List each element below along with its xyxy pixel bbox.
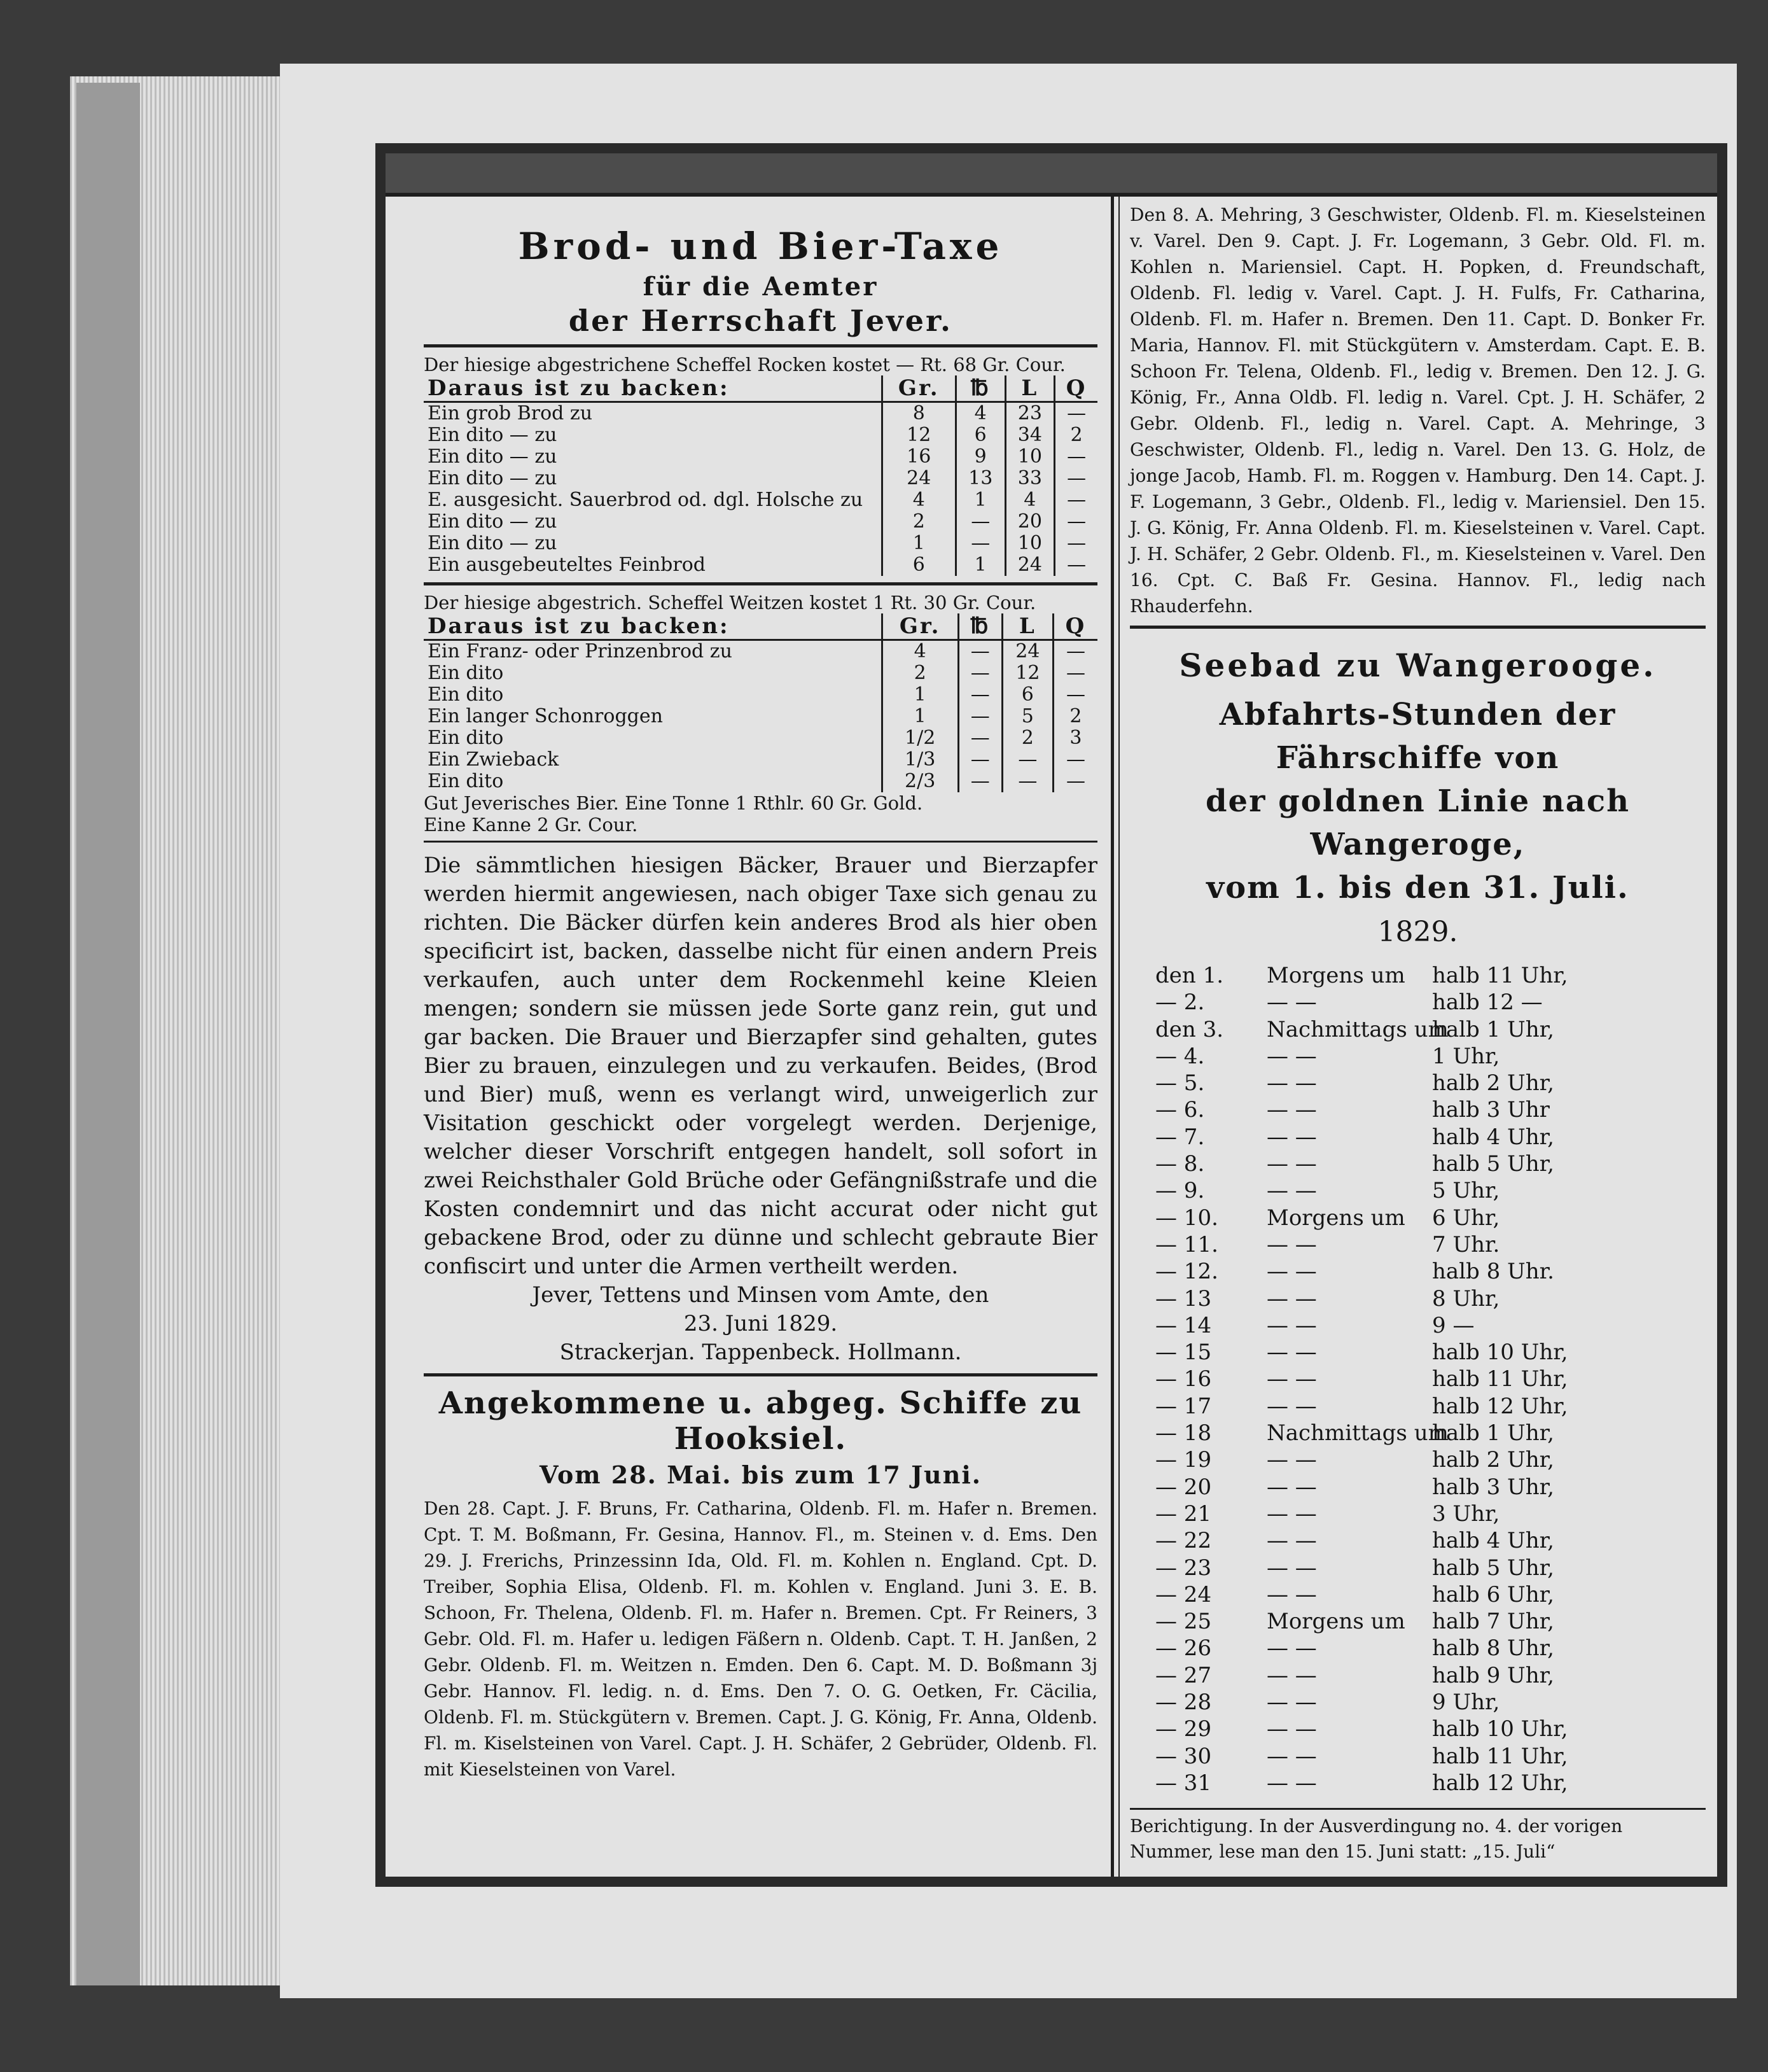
table-cell: — [1055,468,1097,489]
taxe-title: Brod- und Bier-Taxe [518,225,1003,268]
printed-frame [375,143,1727,1887]
schedule-hour: halb 3 Uhr [1432,1097,1550,1123]
taxe-subtitle-1: für die Aemter [643,272,879,302]
schedule-day: — 30 [1155,1743,1212,1769]
schedule-hour: halb 6 Uhr, [1432,1581,1554,1607]
schedule-time-of-day: — — [1267,1581,1317,1607]
table-cell: — [1053,684,1097,706]
table-header-cell: Daraus ist zu backen: [424,613,882,640]
schedule-day: — 7. [1155,1124,1205,1150]
ferry-year: 1829. [1377,916,1458,948]
schedule-hour: halb 10 Uhr, [1432,1340,1568,1366]
schedule-day: — 4. [1155,1043,1205,1069]
schedule-hour: halb 11 Uhr, [1432,1743,1568,1769]
table-cell: 24 [1002,640,1053,663]
bread-item: E. ausgesicht. Sauerbrod od. dgl. Holsche zu [428,489,863,511]
table-cell: — [1002,749,1053,771]
table-cell: 1 [956,489,1005,511]
table-cell: 2 [1055,424,1097,446]
wheat-price-line: Der hiesige abgestrich. Scheffel Weitzen kostet 1 Rt. 30 Gr. Cour. [424,592,1036,613]
bread-item: Ein Zwieback [428,748,559,771]
schedule-time-of-day: — — [1267,1070,1317,1096]
table-cell: 4 [882,640,958,663]
ships-title: Angekommene u. abgeg. Schiffe zu Hooksiel. [438,1385,1083,1457]
schedule-day: — 20 [1155,1474,1212,1500]
table-cell: — [958,640,1002,663]
schedule-hour: 9 Uhr, [1432,1690,1500,1716]
schedule-day: — 5. [1155,1070,1205,1096]
schedule-day: — 16 [1155,1366,1212,1392]
table-header-cell: Q [1053,613,1097,640]
schedule-time-of-day: Morgens um [1267,1609,1405,1635]
schedule-row [1155,1339,1706,1366]
schedule-day: — 27 [1155,1662,1212,1688]
schedule-day: — 18 [1155,1420,1212,1446]
schedule-time-of-day: — — [1267,1528,1317,1554]
table-cell: — [1055,511,1097,533]
schedule-row [1155,1177,1706,1204]
schedule-row [1155,1366,1706,1392]
table-cell: — [958,684,1002,706]
top-ornament-band [386,153,1717,197]
table-cell: — [958,706,1002,727]
schedule-day: — 11. [1155,1231,1218,1257]
table-cell: 10 [1005,533,1055,554]
schedule-row [1155,1043,1706,1070]
schedule-time-of-day: — — [1267,1716,1317,1742]
table-row [424,640,1097,663]
table-row [424,424,1097,446]
schedule-row [1155,1258,1706,1285]
table-cell: 16 [882,446,956,468]
table-header-cell: Q [1055,375,1097,402]
schedule-row [1155,1420,1706,1446]
table-cell: 12 [1002,662,1053,684]
schedule-day: — 12. [1155,1259,1218,1285]
table-header-cell: Gr. [882,613,958,640]
schedule-time-of-day: Morgens um [1267,1205,1405,1231]
table-cell: 1 [882,533,956,554]
schedule-time-of-day: — — [1267,1770,1317,1796]
schedule-row [1155,1393,1706,1420]
divider [424,841,1097,843]
bread-item: Ein dito — zu [428,445,557,468]
table-cell: — [1055,489,1097,511]
table-cell: 5 [1002,706,1053,727]
schedule-hour: halb 7 Uhr, [1432,1609,1554,1635]
table-cell: — [1055,402,1097,425]
table-row [424,749,1097,771]
schedule-day: — 21 [1155,1501,1212,1527]
schedule-time-of-day: — — [1267,1151,1317,1177]
table-cell: — [958,662,1002,684]
schedule-hour: halb 4 Uhr, [1432,1124,1554,1150]
table-cell: 4 [1005,489,1055,511]
wheat-table [424,613,1097,792]
schedule-hour: halb 8 Uhr. [1432,1259,1554,1285]
schedule-time-of-day: — — [1267,1662,1317,1688]
schedule-day: — 31 [1155,1770,1212,1796]
schedule-time-of-day: — — [1267,1124,1317,1150]
divider [424,1373,1097,1376]
left-column [386,193,1114,1877]
schedule-row [1155,1151,1706,1177]
table-cell: 1 [956,554,1005,576]
table-cell: 2 [1002,727,1053,749]
table-cell: — [1055,554,1097,576]
table-cell: 1 [882,706,958,727]
schedule-row [1155,1312,1706,1339]
taxe-subtitle-2: der Herrschaft Jever. [568,304,953,338]
schedule-day: — 2. [1155,990,1205,1016]
beer-price-line-1: Gut Jeverisches Bier. Eine Tonne 1 Rthlr. 60 Gr. Gold. [424,792,923,814]
table-cell: — [956,511,1005,533]
ferry-heading-2: der goldnen Linie nach Wangeroge, [1205,783,1630,862]
table-cell: 6 [956,424,1005,446]
schedule-day: den 1. [1155,963,1224,988]
correction-note: Berichtigung. In der Ausverdingung no. 4. der vorigen Nummer, lese man den 15. Juni statt: „15. Juli“ [1130,1808,1706,1865]
table-cell: 4 [882,489,956,511]
schedule-row [1155,1743,1706,1770]
table-row [424,554,1097,576]
schedule-day: den 3. [1155,1016,1224,1042]
schedule-hour: 5 Uhr, [1432,1178,1500,1204]
table-cell: — [956,533,1005,554]
table-cell: 6 [1002,684,1053,706]
schedule-day: — 17 [1155,1393,1212,1419]
bread-item: Ein langer Schonroggen [428,705,663,727]
schedule-row [1155,1446,1706,1473]
schedule-hour: halb 5 Uhr, [1432,1151,1554,1177]
schedule-time-of-day: — — [1267,1178,1317,1204]
bread-item: Ein dito [428,683,504,706]
rye-table [424,375,1097,576]
schedule-row [1155,1501,1706,1527]
schedule-hour: halb 1 Uhr, [1432,1016,1554,1042]
table-cell: — [1002,771,1053,792]
table-cell: — [1053,662,1097,684]
schedule-row [1155,1608,1706,1635]
schedule-time-of-day: — — [1267,1690,1317,1716]
schedule-hour: 9 — [1432,1312,1475,1338]
ordinance-signatures: Strackerjan. Tappenbeck. Hollmann. [559,1340,962,1365]
schedule-time-of-day: Nachmittags um [1267,1420,1449,1446]
schedule-day: — 28 [1155,1690,1212,1716]
schedule-day: — 8. [1155,1151,1205,1177]
ordinance-paragraph: Die sämmtlichen hiesigen Bäcker, Brauer und Bierzapfer werden hiermit angewiesen, nach obiger Taxe sich genau zu richten. Die Bäcker dürfen kein anderes Brod als hier oben specificirt ist, backen, dasselbe nicht für einen andern Preis verkaufen, auch unter dem Rockenmehl keine Kleien mengen; sondern sie müssen jede Sorte ganz rein, gut und gar backen. Die Brauer und Bierzapfer sind gehalten, gutes Bier zu brauen, einzulegen und zu verkaufen. Beides, (Brod und Bier) muß, wenn es verlangt wird, unweigerlich zur Visitation geschickt oder vorgelegt werden. Derjenige, welcher dieser Vorschrift entgegen handelt, soll sofort in zwei Reichsthaler Gold Brüche oder Gefängnißstrafe und die Kosten condemnirt und das nicht accurat oder nicht gut gebackene Brod, oder zu dünne und schlecht gebraute Bier confiscirt und unter die Armen vertheilt werden. [424,853,1097,1279]
schedule-hour: 8 Uhr, [1432,1285,1500,1312]
table-cell: 9 [956,446,1005,468]
schedule-time-of-day: — — [1267,1366,1317,1392]
table-row [424,706,1097,727]
table-cell: 33 [1005,468,1055,489]
schedule-time-of-day: — — [1267,1097,1317,1123]
table-row [424,727,1097,749]
table-cell: 8 [882,402,956,425]
ships-period: Vom 28. Mai. bis zum 17 Juni. [539,1460,982,1489]
schedule-day: — 13 [1155,1285,1212,1312]
schedule-hour: halb 12 Uhr, [1432,1393,1568,1419]
schedule-day: — 10. [1155,1205,1218,1231]
schedule-hour: halb 1 Uhr, [1432,1420,1554,1446]
schedule-row [1155,1662,1706,1689]
schedule-hour: halb 9 Uhr, [1432,1662,1554,1688]
book-cover-board [76,83,140,1985]
schedule-row [1155,1689,1706,1716]
table-header-cell: L [1005,375,1055,402]
schedule-time-of-day: — — [1267,1501,1317,1527]
divider [1130,626,1706,629]
schedule-hour: halb 11 Uhr, [1432,963,1568,988]
table-cell: 2 [882,511,956,533]
right-column [1117,193,1718,1877]
ferry-heading-3: vom 1. bis den 31. Juli. [1206,870,1629,906]
table-cell: 12 [882,424,956,446]
table-cell: 6 [882,554,956,576]
table-cell: — [1053,771,1097,792]
bread-item: Ein grob Brod zu [428,402,593,424]
table-cell: 23 [1005,402,1055,425]
schedule-time-of-day: Morgens um [1267,963,1405,988]
table-cell: — [1055,533,1097,554]
schedule-row [1155,1096,1706,1123]
bread-item: Ein dito [428,770,504,792]
table-row [424,468,1097,489]
schedule-day: — 9. [1155,1178,1205,1204]
schedule-day: — 23 [1155,1555,1212,1581]
bread-item: Ein dito — zu [428,424,557,446]
bread-item: Ein dito — zu [428,467,557,489]
table-cell: — [1055,446,1097,468]
schedule-hour: 7 Uhr. [1432,1231,1500,1257]
table-cell: 2 [1053,706,1097,727]
beer-price-line-2: Eine Kanne 2 Gr. Cour. [424,814,638,836]
schedule-row [1155,1770,1706,1796]
schedule-hour: halb 2 Uhr, [1432,1070,1554,1096]
table-cell: — [1053,640,1097,663]
ordinance-place: Jever, Tettens und Minsen vom Amte, den [532,1282,989,1308]
bread-item: Ein Franz- oder Prinzenbrod zu [428,640,732,662]
schedule-row [1155,1716,1706,1742]
ferry-heading-1: Abfahrts-Stunden der Fährschiffe von [1219,697,1617,776]
schedule-day: — 29 [1155,1716,1212,1742]
schedule-time-of-day: — — [1267,1231,1317,1257]
ferry-schedule [1130,962,1706,1796]
table-row [424,489,1097,511]
table-cell: 3 [1053,727,1097,749]
table-cell: 20 [1005,511,1055,533]
schedule-day: — 22 [1155,1528,1212,1554]
bread-item: Ein dito [428,662,504,684]
schedule-row [1155,1231,1706,1258]
table-cell: 24 [1005,554,1055,576]
table-cell: 2 [882,662,958,684]
table-cell: 4 [956,402,1005,425]
schedule-time-of-day: — — [1267,1743,1317,1769]
schedule-hour: halb 12 Uhr, [1432,1770,1568,1796]
ships-list: Den 28. Capt. J. F. Bruns, Fr. Catharina, Oldenb. Fl. m. Hafer n. Bremen. Cpt. T. M. Boßmann, Fr. Gesina, Hannov. Fl., m. Steinen v. d. Ems. Den 29. J. Frerichs, Prinzessinn Ida, Old. Fl. m. Kohlen n. England. Cpt. D. Treiber, Sophia Elisa, Oldenb. Fl. m. Kohlen v. England. Juni 3. E. B. Schoon, Fr. Thelena, Oldenb. Fl. m. Hafer n. Bremen. Cpt. Fr Reiners, 3 Gebr. Old. Fl. m. Hafer u. ledigen Fäßern n. Oldenb. Capt. T. H. Janßen, 2 Gebr. Oldenb. Fl. m. Weitzen n. Emden. Den 6. Capt. M. D. Boßmann 3j Gebr. Hannov. Fl. ledig. n. d. Ems. Den 7. O. G. Oetken, Fr. Cäcilia, Oldenb. Fl. m. Stückgütern v. Bremen. Capt. J. G. König, Fr. Anna, Oldenb. Fl. m. Kiselsteinen von Varel. Capt. J. H. Schäfer, 2 Gebrüder, Oldenb. Fl. mit Kieselsteinen von Varel. [424,1498,1097,1780]
table-cell: 1/2 [882,727,958,749]
divider [424,582,1097,585]
schedule-time-of-day: — — [1267,1393,1317,1419]
table-row [424,684,1097,706]
schedule-row [1155,1555,1706,1581]
schedule-row [1155,1205,1706,1231]
table-cell: 34 [1005,424,1055,446]
schedule-time-of-day: — — [1267,1259,1317,1285]
schedule-day: — 6. [1155,1097,1205,1123]
rye-price-line: Der hiesige abgestrichene Scheffel Rocken kostet — Rt. 68 Gr. Cour. [424,354,1066,375]
schedule-time-of-day: — — [1267,1043,1317,1069]
table-cell: — [1053,749,1097,771]
schedule-row [1155,1124,1706,1151]
table-cell: 2/3 [882,771,958,792]
schedule-row [1155,1285,1706,1312]
schedule-hour: halb 3 Uhr, [1432,1474,1554,1500]
divider [424,344,1097,347]
schedule-time-of-day: — — [1267,1474,1317,1500]
schedule-row [1155,1474,1706,1501]
schedule-hour: halb 8 Uhr, [1432,1635,1554,1662]
schedule-hour: halb 4 Uhr, [1432,1528,1554,1554]
schedule-row [1155,962,1706,989]
schedule-hour: halb 5 Uhr, [1432,1555,1554,1581]
bread-item: Ein dito [428,727,504,749]
schedule-time-of-day: — — [1267,1285,1317,1312]
table-cell: 10 [1005,446,1055,468]
table-cell: 1/3 [882,749,958,771]
table-cell: 13 [956,468,1005,489]
schedule-day: — 14 [1155,1312,1212,1338]
schedule-time-of-day: — — [1267,1340,1317,1366]
table-header-cell: Daraus ist zu backen: [424,375,882,402]
schedule-row [1155,1070,1706,1096]
table-cell: — [958,771,1002,792]
bread-item: Ein ausgebeuteltes Feinbrod [428,554,706,576]
table-cell: — [958,749,1002,771]
schedule-hour: halb 2 Uhr, [1432,1447,1554,1473]
ordinance-date: 23. Juni 1829. [683,1311,838,1336]
table-row [424,533,1097,554]
table-row [424,446,1097,468]
schedule-row [1155,1581,1706,1608]
schedule-hour: halb 10 Uhr, [1432,1716,1568,1742]
schedule-day: — 25 [1155,1609,1212,1635]
table-header-cell: ℔ [958,613,1002,640]
schedule-day: — 24 [1155,1581,1212,1607]
schedule-row [1155,1527,1706,1554]
schedule-row [1155,989,1706,1016]
table-row [424,511,1097,533]
table-row [424,662,1097,684]
table-cell: — [958,727,1002,749]
bread-item: Ein dito — zu [428,510,557,533]
schedule-time-of-day: — — [1267,1447,1317,1473]
table-header-cell: L [1002,613,1053,640]
schedule-time-of-day: — — [1267,1555,1317,1581]
schedule-day: — 26 [1155,1635,1212,1662]
table-cell: 1 [882,684,958,706]
schedule-row [1155,1635,1706,1662]
schedule-row [1155,1016,1706,1043]
table-header-cell: Gr. [882,375,956,402]
schedule-day: — 15 [1155,1340,1212,1366]
schedule-hour: 3 Uhr, [1432,1501,1500,1527]
schedule-hour: halb 12 — [1432,990,1543,1016]
schedule-hour: 6 Uhr, [1432,1205,1500,1231]
table-row [424,771,1097,792]
table-header-cell: ℔ [956,375,1005,402]
schedule-hour: 1 Uhr, [1432,1043,1500,1069]
schedule-time-of-day: — — [1267,1312,1317,1338]
schedule-time-of-day: Nachmittags um [1267,1016,1449,1042]
schedule-day: — 19 [1155,1447,1212,1473]
seebad-title: Seebad zu Wangerooge. [1179,647,1657,684]
bread-item: Ein dito — zu [428,532,557,554]
schedule-hour: halb 11 Uhr, [1432,1366,1568,1392]
schedule-time-of-day: — — [1267,1635,1317,1662]
ships-list-continued: Den 8. A. Mehring, 3 Geschwister, Oldenb. Fl. m. Kieselsteinen v. Varel. Den 9. Capt. J. Fr. Logemann, 3 Gebr. Old. Fl. m. Kohlen n. Mariensiel. Capt. H. Popken, d. Freundschaft, Oldenb. Fl. ledig v. Varel. Capt. J. H. Fulfs, Fr. Catharina, Oldenb. Fl. m. Hafer n. Bremen. Den 11. Capt. D. Bonker Fr. Maria, Hannov. Fl. mit Stückgütern v. Amsterdam. Capt. E. B. Schoon Fr. Telena, Oldenb. Fl., ledig v. Bremen. Den 12. J. G. König, Fr., Anna Oldb. Fl. ledig n. Varel. Cpt. J. H. Schäfer, 2 Gebr. Oldenb. Fl., ledig n. Varel. Capt. A. Mehringe, 3 Geschwister, Oldenb. Fl., ledig n. Varel. Den 13. G. Holz, de jonge Jacob, Hamb. Fl. m. Roggen v. Hamburg. Den 14. Capt. J. F. Logemann, 3 Gebr., Oldenb. Fl., ledig v. Mariensiel. Den 15. J. G. König, Fr. Anna Oldenb. Fl. m. Kieselsteinen v. Varel. Capt. J. H. Schäfer, 2 Gebr. Oldenb. Fl., m. Kieselsteinen v. Varel. Den 16. Cpt. C. Baß Fr. Gesina. Hannov. Fl., ledig nach Rhauderfehn. [1130,204,1706,617]
table-cell: 24 [882,468,956,489]
table-row [424,402,1097,425]
schedule-time-of-day: — — [1267,990,1317,1016]
